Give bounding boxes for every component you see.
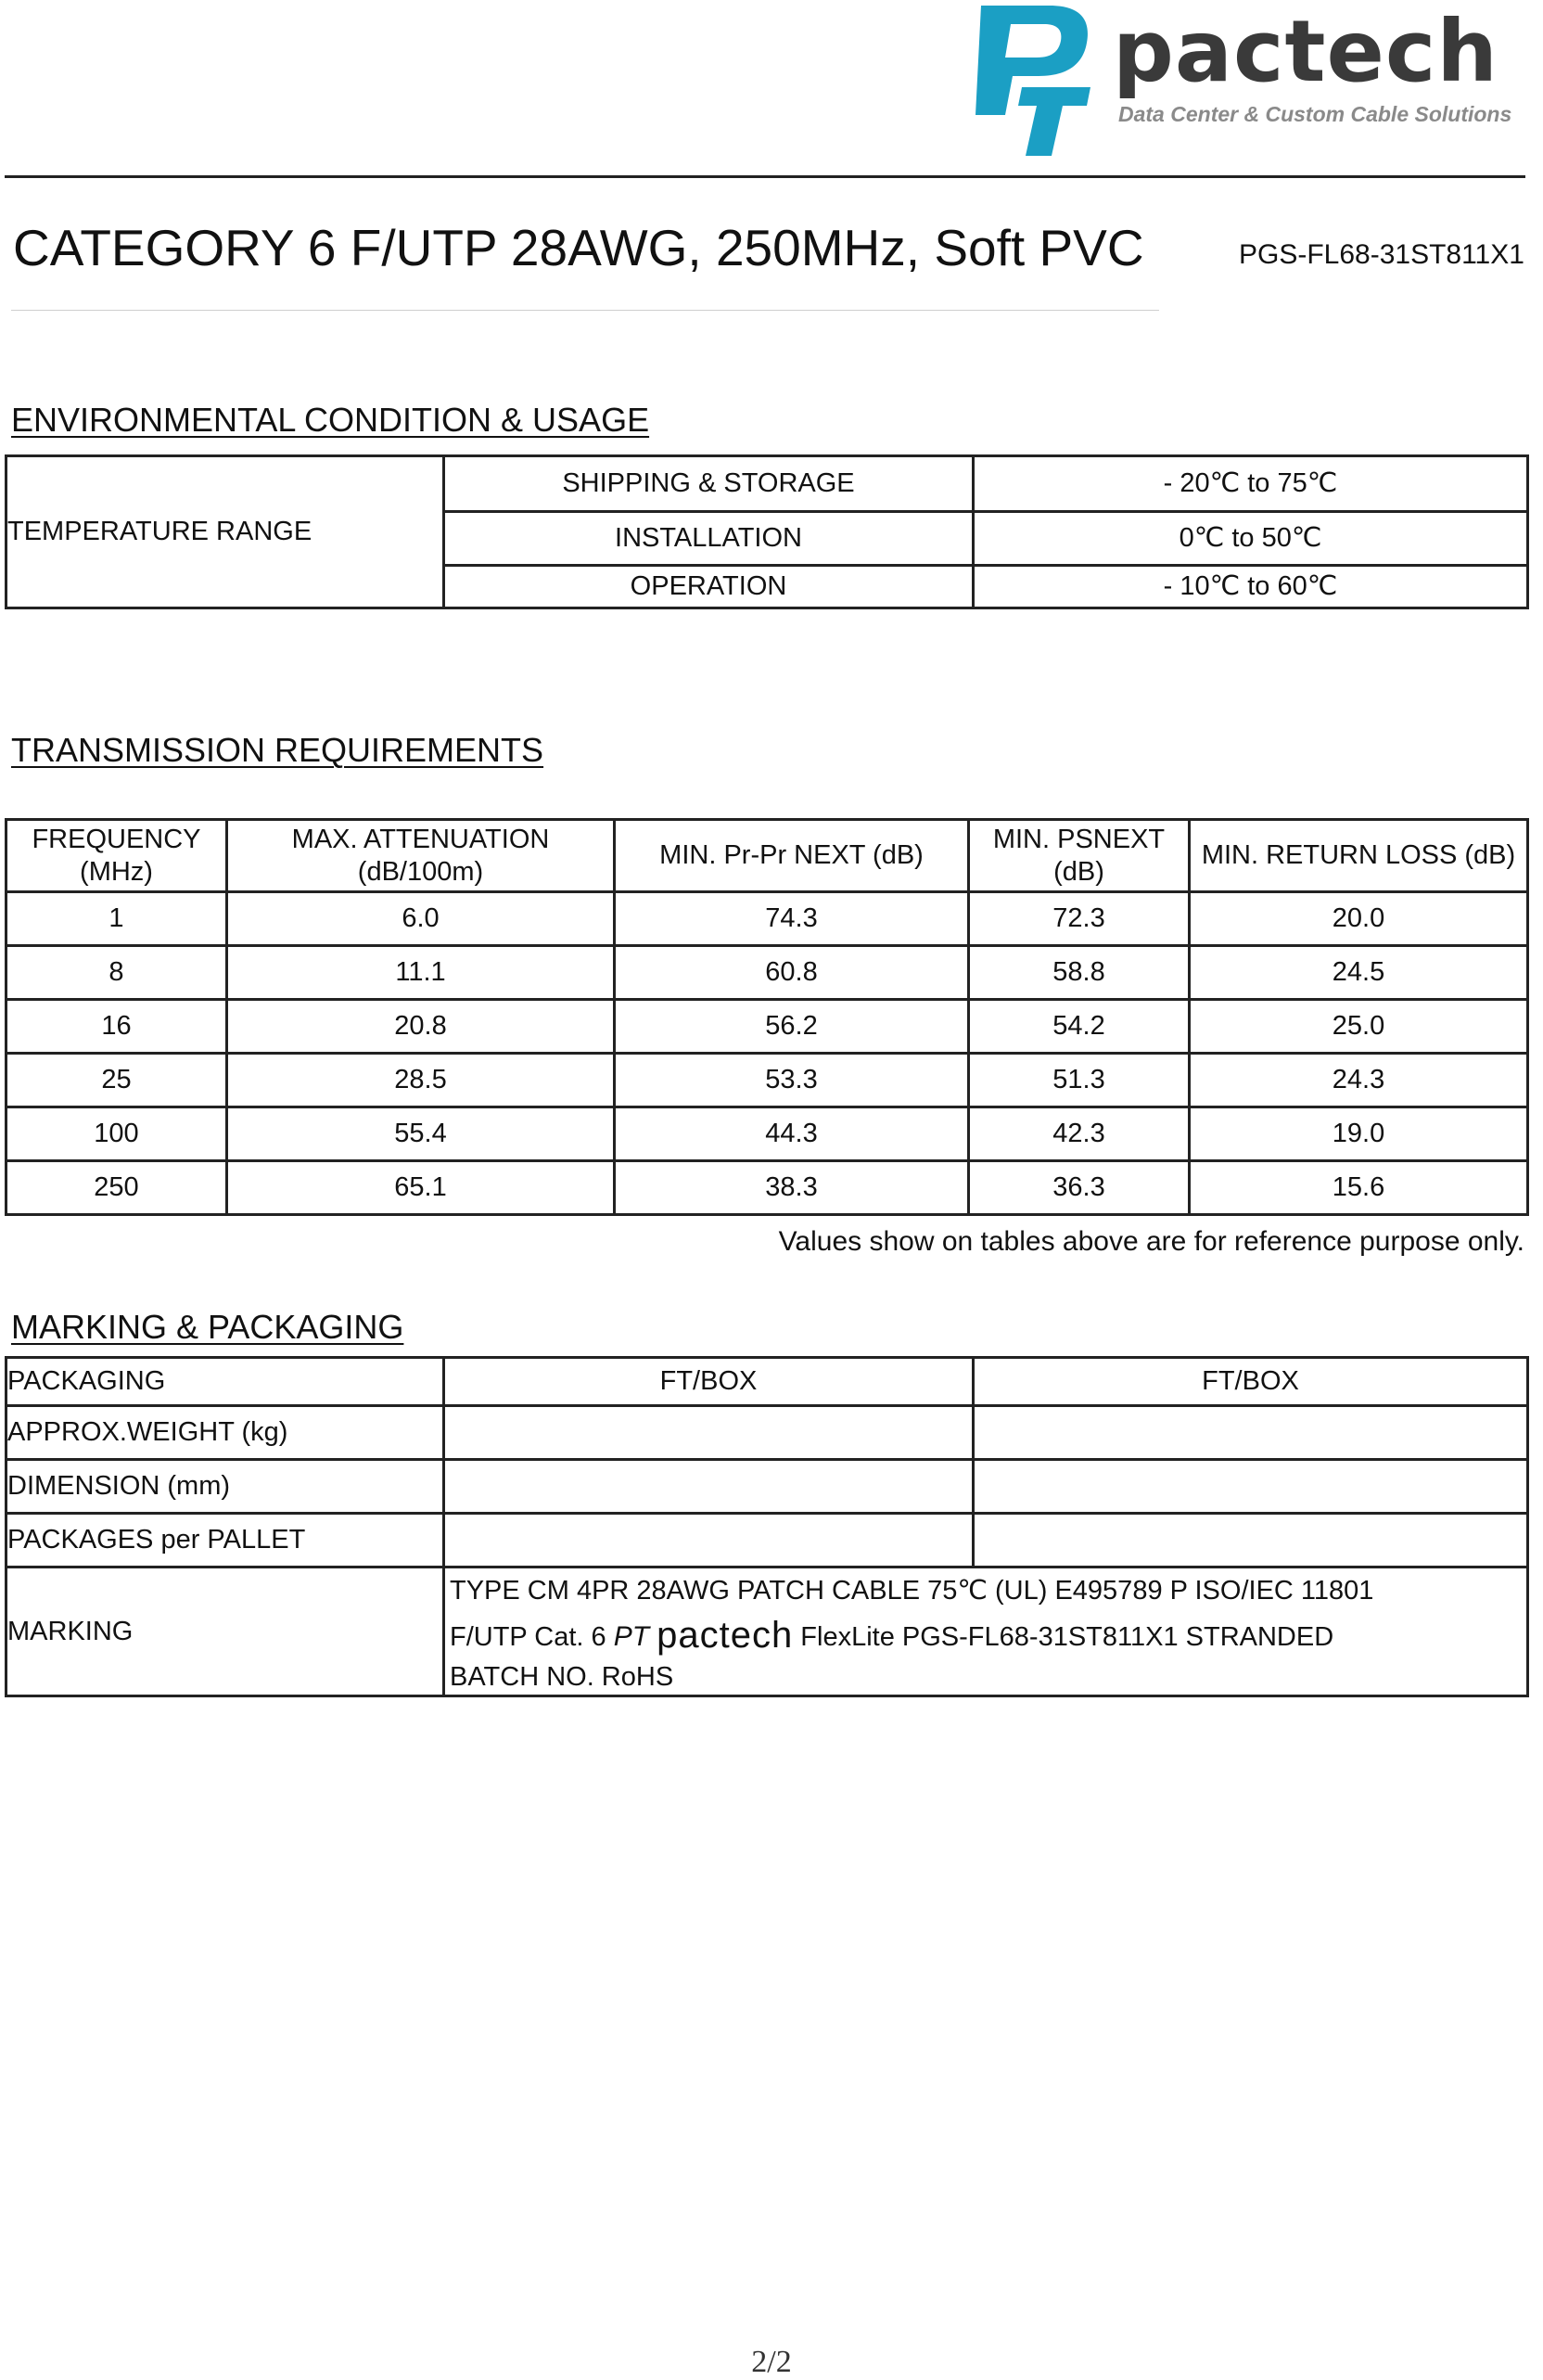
marking-text [444,1567,1528,1696]
next-cell: 53.3 [615,1054,969,1107]
packaging-value [444,1406,974,1460]
brand-mark: pactech [657,1615,794,1656]
condition-cell: SHIPPING & STORAGE [444,456,974,512]
range-cell: 0℃ to 50℃ [974,512,1528,566]
column-header-psnext: MIN. PSNEXT (dB) [969,820,1190,892]
range-cell: - 20℃ to 75℃ [974,456,1528,512]
marking-line-1: TYPE CM 4PR 28AWG PATCH CABLE 75℃ (UL) E495789 P ISO/IEC 11801 [450,1576,1374,1606]
next-cell: 56.2 [615,1000,969,1054]
condition-cell: OPERATION [444,566,974,608]
return-loss-cell: 15.6 [1190,1161,1528,1215]
psnext-cell: 54.2 [969,1000,1190,1054]
frequency-cell: 16 [6,1000,227,1054]
packaging-row [6,1514,1528,1567]
attenuation-cell: 11.1 [227,946,615,1000]
next-cell: 44.3 [615,1107,969,1161]
table-row [6,1000,1528,1054]
packaging-row [6,1406,1528,1460]
reference-footnote: Values show on tables above are for reference purpose only. [778,1226,1524,1257]
title-divider [11,310,1159,311]
packaging-value: FT/BOX [444,1358,974,1406]
column-header-frequency: FREQUENCY (MHz) [6,820,227,892]
packaging-value [974,1460,1528,1514]
range-cell: - 10℃ to 60℃ [974,566,1528,608]
packaging-heading: MARKING & PACKAGING [11,1308,404,1346]
psnext-cell: 72.3 [969,892,1190,946]
transmission-heading: TRANSMISSION REQUIREMENTS [11,731,544,769]
marking-line-3: BATCH NO. RoHS [450,1662,674,1692]
header-divider [5,175,1525,178]
transmission-table [5,818,1529,1216]
next-cell: 60.8 [615,946,969,1000]
psnext-cell: 51.3 [969,1054,1190,1107]
pt-mark: PT [613,1621,650,1652]
column-header-attenuation: MAX. ATTENUATION (dB/100m) [227,820,615,892]
column-header-return-loss: MIN. RETURN LOSS (dB) [1190,820,1528,892]
return-loss-cell: 24.3 [1190,1054,1528,1107]
environmental-table [5,454,1529,609]
environmental-heading: ENVIRONMENTAL CONDITION & USAGE [11,401,650,439]
row-label: APPROX.WEIGHT (kg) [6,1406,444,1460]
frequency-cell: 8 [6,946,227,1000]
return-loss-cell: 24.5 [1190,946,1528,1000]
table-row [6,892,1528,946]
attenuation-cell: 6.0 [227,892,615,946]
psnext-cell: 58.8 [969,946,1190,1000]
marking-line-2: F/UTP Cat. 6 PT pactech FlexLite PGS-FL68-31ST811X1 STRANDED [450,1615,1334,1656]
page-title: CATEGORY 6 F/UTP 28AWG, 250MHz, Soft PVC [13,219,1144,276]
frequency-cell: 25 [6,1054,227,1107]
return-loss-cell: 19.0 [1190,1107,1528,1161]
marking-label: MARKING [6,1567,444,1696]
table-header-row [6,820,1528,892]
packaging-row [6,1460,1528,1514]
attenuation-cell: 65.1 [227,1161,615,1215]
packaging-value [974,1514,1528,1567]
pt-logo-icon [964,2,1094,158]
next-cell: 38.3 [615,1161,969,1215]
condition-cell: INSTALLATION [444,512,974,566]
pactech-logo [964,2,1521,160]
table-row [6,946,1528,1000]
packaging-table [5,1356,1529,1697]
attenuation-cell: 28.5 [227,1054,615,1107]
packaging-value [444,1514,974,1567]
part-number: PGS-FL68-31ST811X1 [1239,239,1524,270]
marking-row [6,1567,1528,1696]
brand-tagline: Data Center & Custom Cable Solutions [1118,102,1512,126]
brand-wordmark: pactech [1113,2,1498,101]
table-row [6,1054,1528,1107]
return-loss-cell: 25.0 [1190,1000,1528,1054]
frequency-cell: 1 [6,892,227,946]
table-row [6,1107,1528,1161]
psnext-cell: 36.3 [969,1161,1190,1215]
page-number: 2/2 [751,2345,792,2379]
return-loss-cell: 20.0 [1190,892,1528,946]
packaging-value [444,1460,974,1514]
frequency-cell: 100 [6,1107,227,1161]
psnext-cell: 42.3 [969,1107,1190,1161]
row-label: DIMENSION (mm) [6,1460,444,1514]
packaging-value: FT/BOX [974,1358,1528,1406]
next-cell: 74.3 [615,892,969,946]
attenuation-cell: 20.8 [227,1000,615,1054]
table-row [6,1161,1528,1215]
row-label: PACKAGES per PALLET [6,1514,444,1567]
row-label: PACKAGING [6,1358,444,1406]
packaging-value [974,1406,1528,1460]
packaging-row [6,1358,1528,1406]
column-header-next: MIN. Pr-Pr NEXT (dB) [615,820,969,892]
environmental-row [6,456,1528,512]
frequency-cell: 250 [6,1161,227,1215]
attenuation-cell: 55.4 [227,1107,615,1161]
temperature-range-label: TEMPERATURE RANGE [6,456,444,608]
